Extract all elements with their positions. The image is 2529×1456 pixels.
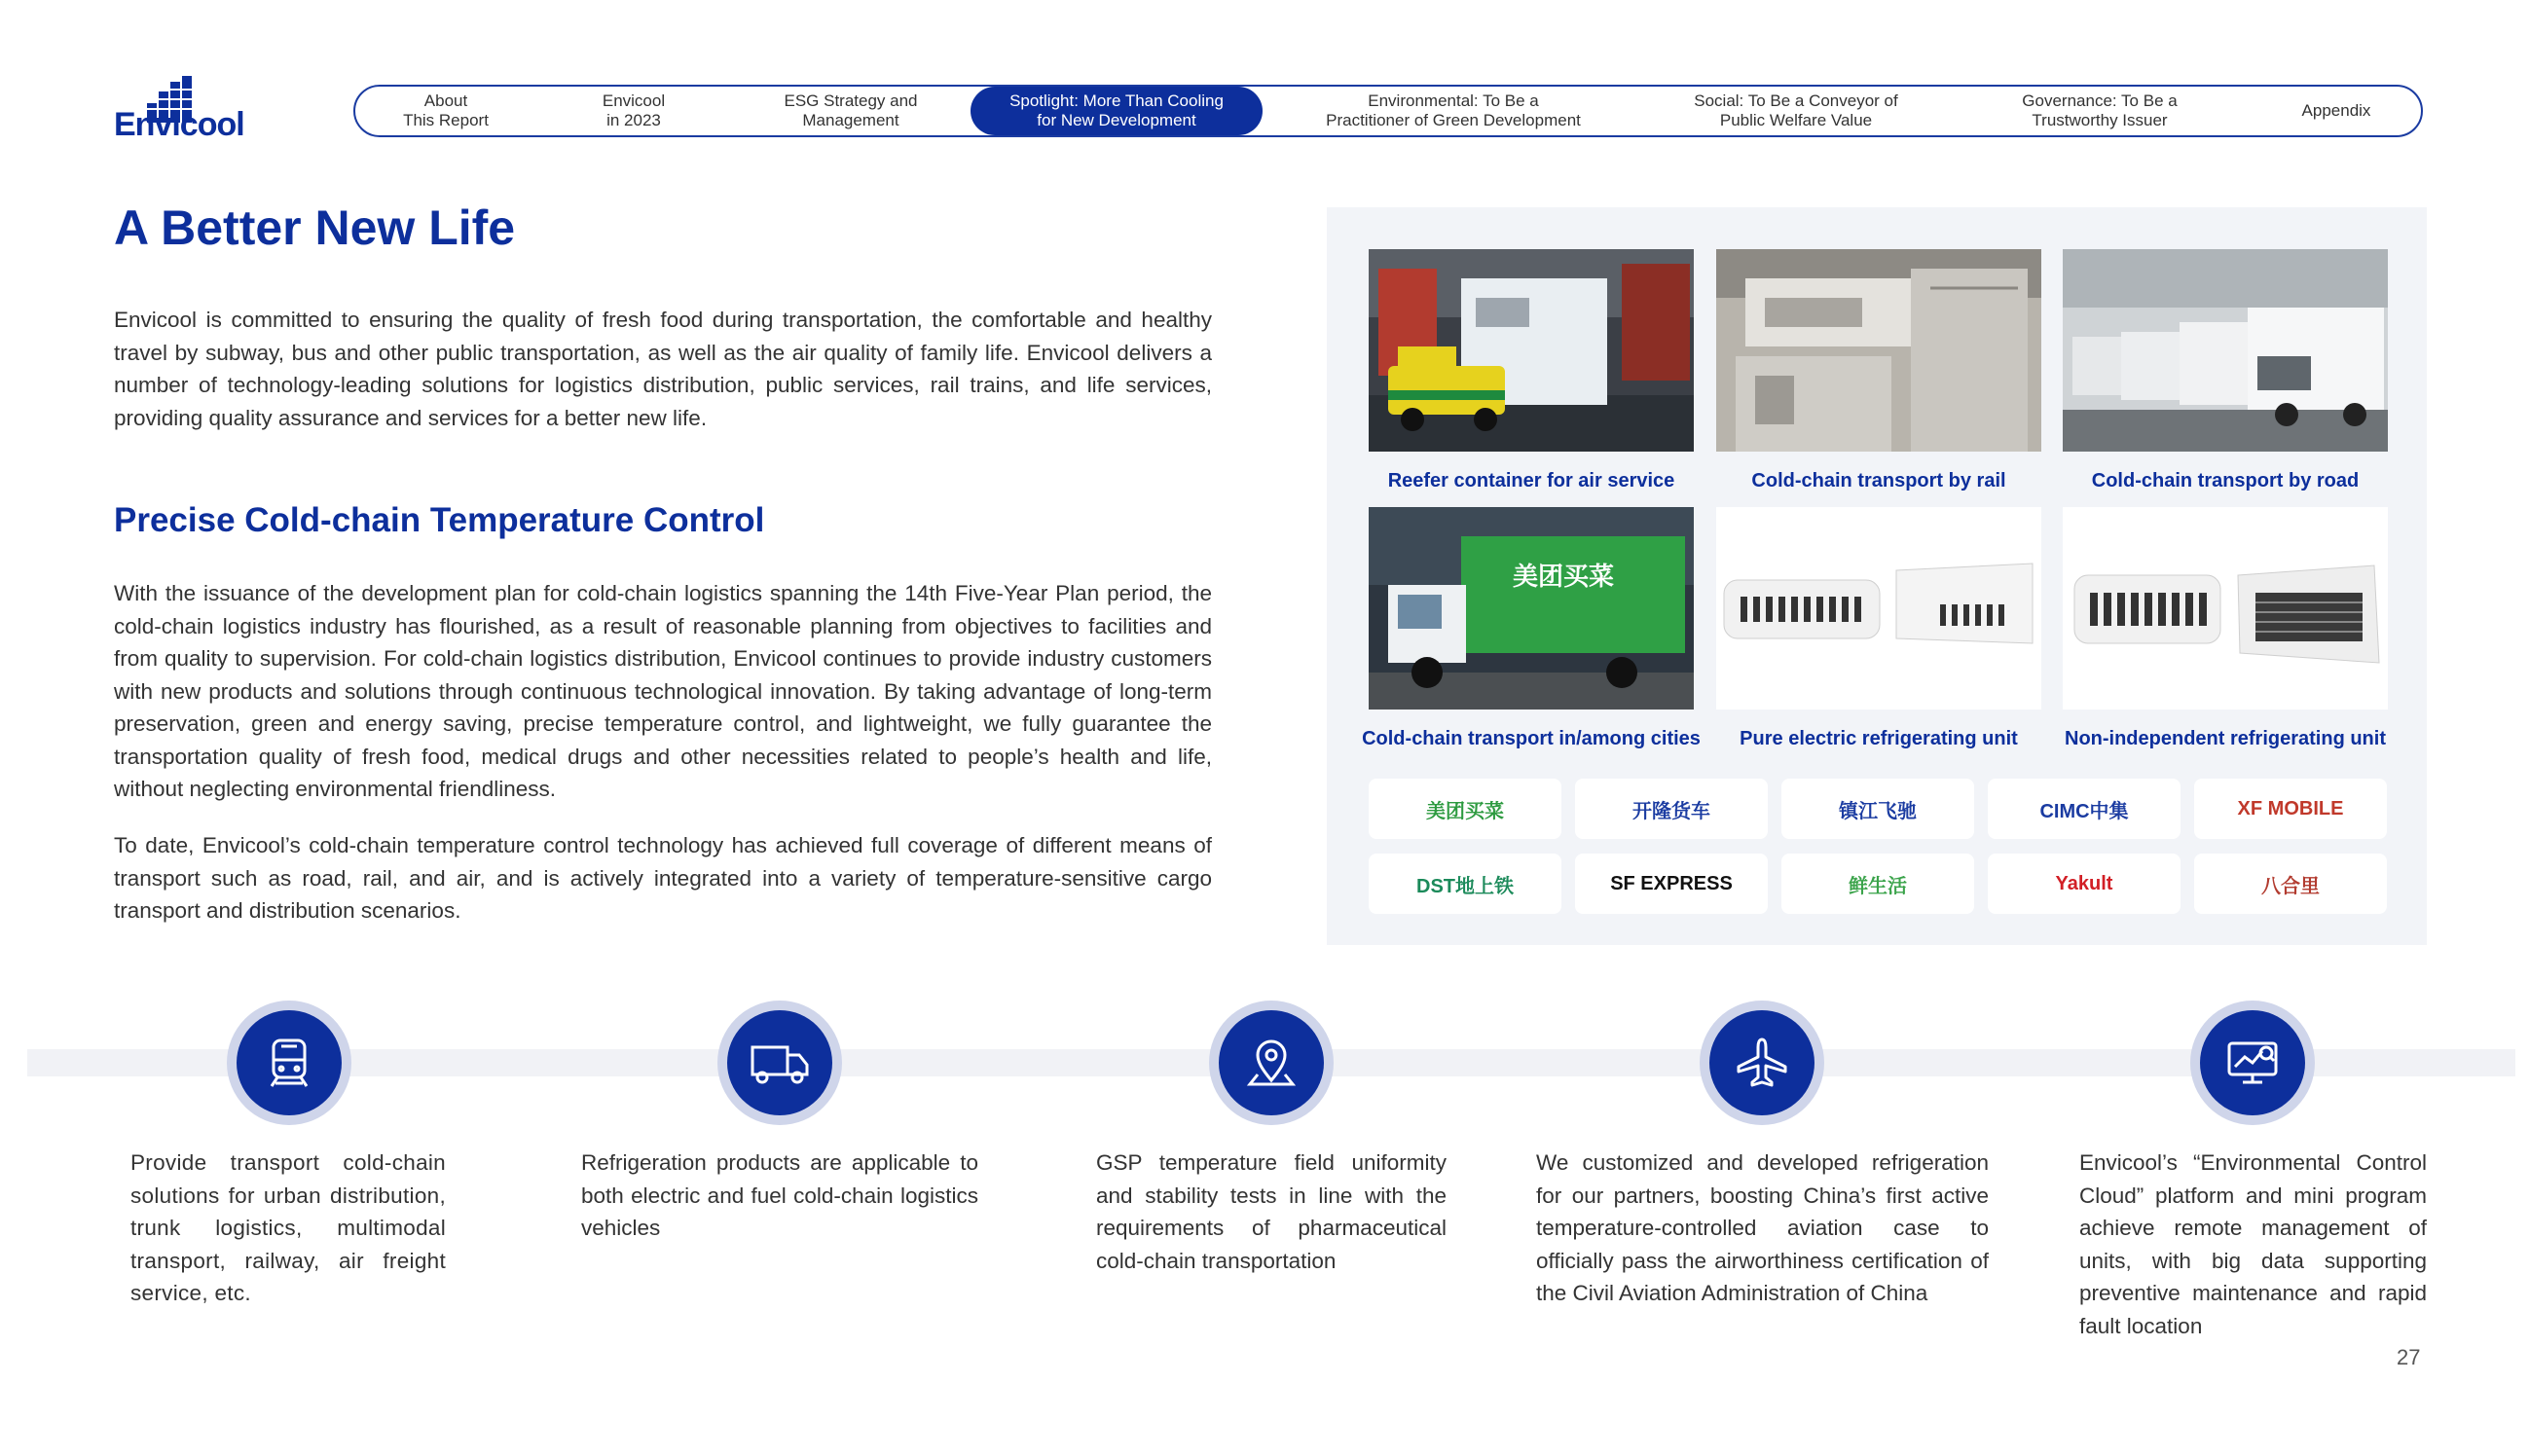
nav-envicool-2023[interactable]: Envicool in 2023 [602, 91, 666, 129]
brand-logo: SF EXPRESS [1575, 854, 1768, 914]
brand-logo: XF MOBILE [2194, 779, 2387, 839]
airplane-icon [1735, 1036, 1789, 1090]
brand-logo: 美团买菜 [1369, 779, 1561, 839]
feature-text: Envicool’s “Environmental Control Cloud” platform and mini program achieve remote management of units, with big data supporting preventive maintenance and rapid fault location [2079, 1150, 2427, 1338]
caption-city: Cold-chain transport in/among cities [1362, 728, 1701, 749]
location-pin-icon [1244, 1036, 1299, 1090]
coverage-paragraph: To date, Envicool’s cold-chain temperature control technology has achieved full coverage of different means of transport such as road, rail, and air, and is actively integrated into a variety of temperature-sensitive cargo transport and distribution scenarios. [114, 833, 1212, 923]
brand-logo: 鲜生活 [1781, 854, 1974, 914]
feature-text: Provide transport cold-chain solutions for urban distribution, trunk logistics, multimodal transport, railway, air freight service, etc. [130, 1150, 446, 1305]
caption-rail: Cold-chain transport by rail [1751, 470, 2006, 491]
page-title: A Better New Life [114, 200, 516, 255]
feature-icon-ring [227, 1001, 351, 1125]
caption-road: Cold-chain transport by road [2091, 470, 2360, 491]
caption-non-independent: Non-independent refrigerating unit [2065, 728, 2386, 749]
brand-logo: 开隆货车 [1575, 779, 1768, 839]
nav-governance[interactable]: Governance: To Be a Trustworthy Issuer [2022, 91, 2178, 129]
nav-about[interactable]: About This Report [403, 91, 489, 129]
feature-icon-ring [1700, 1001, 1824, 1125]
brand-logo: Yakult [1988, 854, 2181, 914]
truck-icon [749, 1036, 811, 1090]
section-nav [353, 85, 2423, 137]
photo-panel [1327, 207, 2427, 945]
caption-air: Reefer container for air service [1387, 470, 1675, 491]
photo-rail [1716, 249, 2041, 452]
nav-social[interactable]: Social: To Be a Conveyor of Public Welfare Value [1694, 91, 1898, 129]
cloud-monitor-icon [2223, 1036, 2282, 1090]
photo-air-reefer [1369, 249, 1694, 452]
feature-icon-ring [1209, 1001, 1334, 1125]
cold-chain-paragraph: With the issuance of the development plan for cold-chain logistics spanning the 14th Five-Year Plan period, the cold-chain logistics industry has flourished, as a result of reasonable planning from objectives to facilities and from quality to supervision. For cold-chain logistics distribution, Envicool continues to provide industry customers with new products and solutions through continuous technological innovation. By taking advantage of long-term preservation, green and energy saving, precise temperature control, and lightweight, we fully guarantee the transportation quality of fresh food, medical drugs and other necessities related to people’s health and life, without neglecting environmental friendliness. [114, 581, 1212, 801]
nav-environmental[interactable]: Environmental: To Be a Practitioner of Green Development [1326, 91, 1581, 129]
intro-paragraph: Envicool is committed to ensuring the quality of fresh food during transportation, the comfortable and healthy travel by subway, bus and other public transportation, as well as the air quality of family life. Envicool delivers a number of technology-leading solutions for logistics distribution, public services, rail trains, and life services, providing quality assurance and services for a better new life. [114, 308, 1212, 430]
feature-icon-ring [2190, 1001, 2315, 1125]
photo-road [2063, 249, 2388, 452]
brand-logo: 镇江飞驰 [1781, 779, 1974, 839]
feature-icon-ring [717, 1001, 842, 1125]
envicool-logo[interactable] [114, 76, 245, 144]
nav-esg-strategy[interactable]: ESG Strategy and Management [784, 91, 918, 129]
truck-brand-text: 美团买菜 [1512, 563, 1615, 592]
nav-appendix[interactable]: Appendix [2301, 101, 2371, 120]
brand-logo: CIMC中集 [1988, 779, 2181, 839]
nav-spotlight[interactable]: Spotlight: More Than Cooling for New Development [971, 87, 1263, 135]
caption-electric: Pure electric refrigerating unit [1740, 728, 2018, 749]
photo-non-independent-unit [2063, 507, 2388, 710]
feature-text: We customized and developed refrigeration for our partners, boosting China’s first active temperature-controlled aviation case to officially pass the airworthiness certification of the Civil Aviation Administration of China [1536, 1150, 1989, 1305]
logo-text: Envicool [114, 106, 244, 143]
train-icon [262, 1036, 316, 1090]
photo-city-truck [1369, 507, 1694, 710]
feature-text: Refrigeration products are applicable to both electric and fuel cold-chain logistics vehicles [581, 1150, 978, 1240]
brand-logo: 八合里 [2194, 854, 2387, 914]
page-number: 27 [2397, 1345, 2421, 1369]
photo-electric-unit [1716, 507, 2041, 710]
section-title: Precise Cold-chain Temperature Control [114, 501, 765, 539]
brand-logo: DST地上铁 [1369, 854, 1561, 914]
feature-text: GSP temperature field uniformity and stability tests in line with the requirements of pharmaceutical cold-chain transportation [1096, 1150, 1447, 1273]
